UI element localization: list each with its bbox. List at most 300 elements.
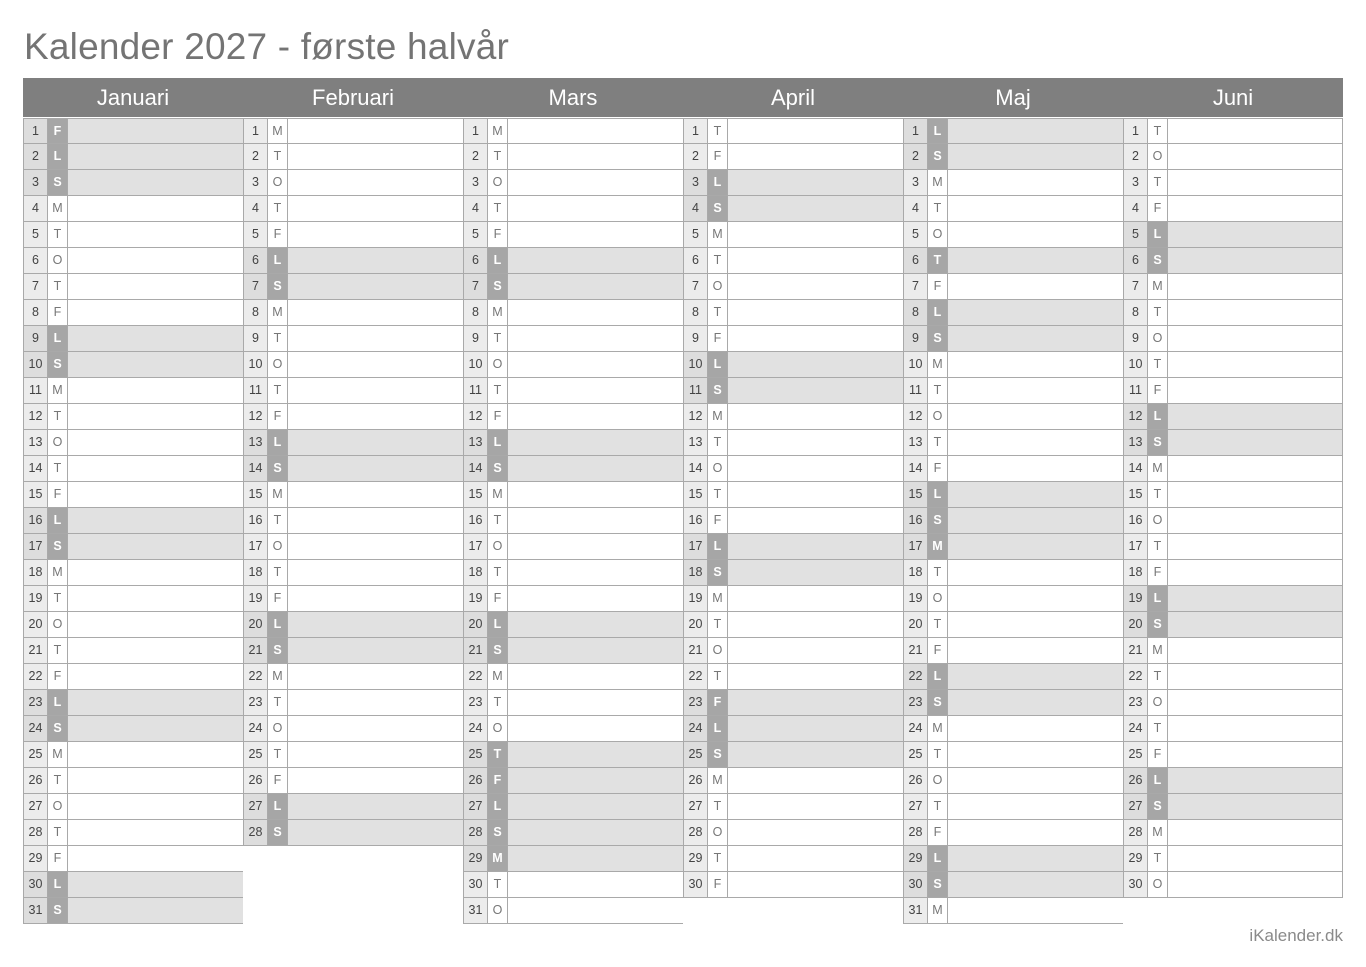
day-row[interactable]: [463, 690, 683, 716]
day-row[interactable]: [23, 482, 243, 508]
note-cell[interactable]: [288, 742, 463, 767]
note-cell[interactable]: [948, 898, 1123, 923]
note-cell[interactable]: [948, 196, 1123, 221]
day-row[interactable]: [683, 352, 903, 378]
note-cell[interactable]: [288, 222, 463, 247]
day-row[interactable]: [463, 820, 683, 846]
note-cell[interactable]: [288, 690, 463, 715]
day-row[interactable]: [1123, 430, 1343, 456]
note-cell[interactable]: [68, 508, 243, 533]
note-cell[interactable]: [948, 846, 1123, 871]
day-row[interactable]: [23, 222, 243, 248]
note-cell[interactable]: [288, 638, 463, 663]
day-row[interactable]: [23, 248, 243, 274]
note-cell[interactable]: [1168, 664, 1342, 689]
note-cell[interactable]: [728, 586, 903, 611]
note-cell[interactable]: [508, 508, 683, 533]
day-row[interactable]: [23, 378, 243, 404]
note-cell[interactable]: [508, 456, 683, 481]
day-row[interactable]: [463, 664, 683, 690]
note-cell[interactable]: [948, 144, 1123, 169]
note-cell[interactable]: [288, 794, 463, 819]
note-cell[interactable]: [68, 404, 243, 429]
note-cell[interactable]: [508, 352, 683, 377]
day-row[interactable]: [903, 196, 1123, 222]
note-cell[interactable]: [728, 326, 903, 351]
day-row[interactable]: [23, 638, 243, 664]
note-cell[interactable]: [728, 664, 903, 689]
note-cell[interactable]: [948, 170, 1123, 195]
day-row[interactable]: [683, 404, 903, 430]
day-row[interactable]: [463, 300, 683, 326]
note-cell[interactable]: [288, 144, 463, 169]
note-cell[interactable]: [68, 716, 243, 741]
note-cell[interactable]: [728, 248, 903, 273]
note-cell[interactable]: [1168, 404, 1342, 429]
day-row[interactable]: [1123, 404, 1343, 430]
day-row[interactable]: [683, 846, 903, 872]
day-row[interactable]: [463, 404, 683, 430]
day-row[interactable]: [463, 222, 683, 248]
note-cell[interactable]: [68, 612, 243, 637]
note-cell[interactable]: [508, 196, 683, 221]
note-cell[interactable]: [728, 404, 903, 429]
day-row[interactable]: [903, 586, 1123, 612]
note-cell[interactable]: [1168, 638, 1342, 663]
day-row[interactable]: [23, 690, 243, 716]
day-row[interactable]: [243, 196, 463, 222]
note-cell[interactable]: [68, 638, 243, 663]
day-row[interactable]: [23, 768, 243, 794]
day-row[interactable]: [463, 326, 683, 352]
note-cell[interactable]: [728, 872, 903, 897]
day-row[interactable]: [903, 300, 1123, 326]
note-cell[interactable]: [728, 534, 903, 559]
note-cell[interactable]: [508, 274, 683, 299]
note-cell[interactable]: [948, 664, 1123, 689]
note-cell[interactable]: [1168, 716, 1342, 741]
day-row[interactable]: [903, 378, 1123, 404]
note-cell[interactable]: [68, 872, 243, 897]
day-row[interactable]: [23, 430, 243, 456]
note-cell[interactable]: [728, 794, 903, 819]
day-row[interactable]: [683, 170, 903, 196]
note-cell[interactable]: [1168, 612, 1342, 637]
note-cell[interactable]: [948, 352, 1123, 377]
note-cell[interactable]: [728, 378, 903, 403]
day-row[interactable]: [243, 820, 463, 846]
note-cell[interactable]: [1168, 352, 1342, 377]
day-row[interactable]: [23, 326, 243, 352]
day-row[interactable]: [243, 404, 463, 430]
day-row[interactable]: [243, 560, 463, 586]
note-cell[interactable]: [1168, 196, 1342, 221]
note-cell[interactable]: [948, 300, 1123, 325]
day-row[interactable]: [683, 872, 903, 898]
day-row[interactable]: [903, 872, 1123, 898]
day-row[interactable]: [463, 274, 683, 300]
day-row[interactable]: [1123, 378, 1343, 404]
note-cell[interactable]: [1168, 508, 1342, 533]
day-row[interactable]: [903, 690, 1123, 716]
day-row[interactable]: [23, 560, 243, 586]
note-cell[interactable]: [508, 820, 683, 845]
note-cell[interactable]: [728, 352, 903, 377]
day-row[interactable]: [1123, 872, 1343, 898]
note-cell[interactable]: [1168, 482, 1342, 507]
note-cell[interactable]: [1168, 820, 1342, 845]
note-cell[interactable]: [288, 586, 463, 611]
day-row[interactable]: [23, 664, 243, 690]
note-cell[interactable]: [508, 248, 683, 273]
day-row[interactable]: [903, 534, 1123, 560]
note-cell[interactable]: [1168, 326, 1342, 351]
day-row[interactable]: [463, 508, 683, 534]
note-cell[interactable]: [508, 430, 683, 455]
note-cell[interactable]: [728, 768, 903, 793]
day-row[interactable]: [23, 404, 243, 430]
day-row[interactable]: [683, 612, 903, 638]
note-cell[interactable]: [508, 716, 683, 741]
note-cell[interactable]: [728, 196, 903, 221]
note-cell[interactable]: [508, 690, 683, 715]
day-row[interactable]: [243, 716, 463, 742]
day-row[interactable]: [463, 846, 683, 872]
note-cell[interactable]: [68, 690, 243, 715]
day-row[interactable]: [1123, 508, 1343, 534]
day-row[interactable]: [683, 274, 903, 300]
note-cell[interactable]: [948, 560, 1123, 585]
note-cell[interactable]: [728, 144, 903, 169]
note-cell[interactable]: [508, 482, 683, 507]
day-row[interactable]: [1123, 794, 1343, 820]
note-cell[interactable]: [1168, 690, 1342, 715]
note-cell[interactable]: [508, 846, 683, 871]
note-cell[interactable]: [508, 742, 683, 767]
note-cell[interactable]: [508, 404, 683, 429]
day-row[interactable]: [463, 430, 683, 456]
day-row[interactable]: [903, 664, 1123, 690]
note-cell[interactable]: [508, 378, 683, 403]
note-cell[interactable]: [508, 794, 683, 819]
note-cell[interactable]: [68, 482, 243, 507]
note-cell[interactable]: [508, 222, 683, 247]
day-row[interactable]: [23, 456, 243, 482]
day-row[interactable]: [683, 534, 903, 560]
day-row[interactable]: [683, 118, 903, 144]
day-row[interactable]: [683, 586, 903, 612]
day-row[interactable]: [23, 820, 243, 846]
note-cell[interactable]: [1168, 300, 1342, 325]
note-cell[interactable]: [1168, 456, 1342, 481]
note-cell[interactable]: [508, 144, 683, 169]
note-cell[interactable]: [948, 612, 1123, 637]
day-row[interactable]: [23, 716, 243, 742]
note-cell[interactable]: [728, 456, 903, 481]
note-cell[interactable]: [68, 586, 243, 611]
note-cell[interactable]: [508, 534, 683, 559]
day-row[interactable]: [903, 144, 1123, 170]
day-row[interactable]: [23, 586, 243, 612]
day-row[interactable]: [23, 274, 243, 300]
day-row[interactable]: [463, 638, 683, 664]
day-row[interactable]: [1123, 846, 1343, 872]
note-cell[interactable]: [948, 586, 1123, 611]
note-cell[interactable]: [288, 534, 463, 559]
note-cell[interactable]: [1168, 274, 1342, 299]
day-row[interactable]: [463, 768, 683, 794]
day-row[interactable]: [903, 612, 1123, 638]
day-row[interactable]: [243, 664, 463, 690]
note-cell[interactable]: [68, 248, 243, 273]
day-row[interactable]: [903, 248, 1123, 274]
note-cell[interactable]: [68, 196, 243, 221]
day-row[interactable]: [683, 222, 903, 248]
day-row[interactable]: [683, 742, 903, 768]
note-cell[interactable]: [948, 768, 1123, 793]
day-row[interactable]: [1123, 196, 1343, 222]
day-row[interactable]: [683, 326, 903, 352]
day-row[interactable]: [463, 248, 683, 274]
day-row[interactable]: [463, 118, 683, 144]
note-cell[interactable]: [68, 170, 243, 195]
day-row[interactable]: [903, 820, 1123, 846]
note-cell[interactable]: [948, 378, 1123, 403]
note-cell[interactable]: [68, 300, 243, 325]
day-row[interactable]: [683, 820, 903, 846]
note-cell[interactable]: [948, 430, 1123, 455]
note-cell[interactable]: [68, 326, 243, 351]
note-cell[interactable]: [288, 456, 463, 481]
note-cell[interactable]: [288, 170, 463, 195]
day-row[interactable]: [243, 170, 463, 196]
day-row[interactable]: [23, 872, 243, 898]
note-cell[interactable]: [728, 222, 903, 247]
day-row[interactable]: [903, 508, 1123, 534]
note-cell[interactable]: [288, 820, 463, 845]
note-cell[interactable]: [68, 742, 243, 767]
day-row[interactable]: [1123, 326, 1343, 352]
note-cell[interactable]: [948, 742, 1123, 767]
day-row[interactable]: [463, 482, 683, 508]
note-cell[interactable]: [288, 430, 463, 455]
note-cell[interactable]: [948, 274, 1123, 299]
note-cell[interactable]: [728, 119, 903, 143]
day-row[interactable]: [683, 768, 903, 794]
note-cell[interactable]: [728, 638, 903, 663]
day-row[interactable]: [23, 144, 243, 170]
note-cell[interactable]: [508, 638, 683, 663]
day-row[interactable]: [683, 482, 903, 508]
day-row[interactable]: [463, 560, 683, 586]
note-cell[interactable]: [508, 119, 683, 143]
day-row[interactable]: [23, 794, 243, 820]
day-row[interactable]: [683, 716, 903, 742]
note-cell[interactable]: [508, 560, 683, 585]
note-cell[interactable]: [288, 664, 463, 689]
day-row[interactable]: [1123, 144, 1343, 170]
day-row[interactable]: [243, 274, 463, 300]
note-cell[interactable]: [728, 846, 903, 871]
day-row[interactable]: [463, 534, 683, 560]
note-cell[interactable]: [728, 820, 903, 845]
note-cell[interactable]: [948, 248, 1123, 273]
day-row[interactable]: [243, 586, 463, 612]
day-row[interactable]: [23, 118, 243, 144]
note-cell[interactable]: [288, 300, 463, 325]
note-cell[interactable]: [288, 248, 463, 273]
day-row[interactable]: [683, 508, 903, 534]
note-cell[interactable]: [508, 326, 683, 351]
day-row[interactable]: [683, 560, 903, 586]
note-cell[interactable]: [1168, 430, 1342, 455]
note-cell[interactable]: [1168, 586, 1342, 611]
day-row[interactable]: [463, 716, 683, 742]
note-cell[interactable]: [728, 560, 903, 585]
note-cell[interactable]: [728, 690, 903, 715]
note-cell[interactable]: [288, 196, 463, 221]
day-row[interactable]: [1123, 612, 1343, 638]
day-row[interactable]: [463, 456, 683, 482]
day-row[interactable]: [243, 690, 463, 716]
note-cell[interactable]: [948, 820, 1123, 845]
day-row[interactable]: [463, 144, 683, 170]
day-row[interactable]: [1123, 274, 1343, 300]
day-row[interactable]: [1123, 690, 1343, 716]
day-row[interactable]: [903, 560, 1123, 586]
note-cell[interactable]: [948, 404, 1123, 429]
note-cell[interactable]: [508, 612, 683, 637]
day-row[interactable]: [903, 404, 1123, 430]
note-cell[interactable]: [508, 170, 683, 195]
day-row[interactable]: [23, 742, 243, 768]
note-cell[interactable]: [68, 898, 243, 923]
day-row[interactable]: [1123, 300, 1343, 326]
note-cell[interactable]: [68, 846, 243, 871]
day-row[interactable]: [1123, 586, 1343, 612]
note-cell[interactable]: [948, 638, 1123, 663]
day-row[interactable]: [903, 118, 1123, 144]
note-cell[interactable]: [948, 456, 1123, 481]
note-cell[interactable]: [1168, 768, 1342, 793]
note-cell[interactable]: [1168, 742, 1342, 767]
note-cell[interactable]: [68, 664, 243, 689]
note-cell[interactable]: [68, 222, 243, 247]
day-row[interactable]: [23, 508, 243, 534]
day-row[interactable]: [463, 898, 683, 924]
note-cell[interactable]: [1168, 170, 1342, 195]
day-row[interactable]: [903, 352, 1123, 378]
note-cell[interactable]: [68, 274, 243, 299]
note-cell[interactable]: [508, 872, 683, 897]
note-cell[interactable]: [948, 690, 1123, 715]
day-row[interactable]: [683, 794, 903, 820]
day-row[interactable]: [1123, 170, 1343, 196]
note-cell[interactable]: [508, 586, 683, 611]
note-cell[interactable]: [948, 508, 1123, 533]
day-row[interactable]: [243, 222, 463, 248]
note-cell[interactable]: [948, 534, 1123, 559]
day-row[interactable]: [243, 742, 463, 768]
day-row[interactable]: [1123, 248, 1343, 274]
note-cell[interactable]: [68, 378, 243, 403]
day-row[interactable]: [23, 612, 243, 638]
note-cell[interactable]: [728, 300, 903, 325]
day-row[interactable]: [1123, 768, 1343, 794]
day-row[interactable]: [243, 794, 463, 820]
note-cell[interactable]: [728, 274, 903, 299]
note-cell[interactable]: [728, 508, 903, 533]
day-row[interactable]: [23, 352, 243, 378]
day-row[interactable]: [903, 456, 1123, 482]
note-cell[interactable]: [948, 222, 1123, 247]
day-row[interactable]: [683, 638, 903, 664]
day-row[interactable]: [903, 898, 1123, 924]
day-row[interactable]: [243, 482, 463, 508]
day-row[interactable]: [1123, 118, 1343, 144]
note-cell[interactable]: [1168, 534, 1342, 559]
note-cell[interactable]: [68, 768, 243, 793]
day-row[interactable]: [683, 690, 903, 716]
note-cell[interactable]: [728, 170, 903, 195]
day-row[interactable]: [683, 456, 903, 482]
day-row[interactable]: [903, 222, 1123, 248]
note-cell[interactable]: [948, 794, 1123, 819]
note-cell[interactable]: [728, 430, 903, 455]
note-cell[interactable]: [68, 119, 243, 143]
note-cell[interactable]: [948, 326, 1123, 351]
day-row[interactable]: [243, 326, 463, 352]
day-row[interactable]: [683, 430, 903, 456]
day-row[interactable]: [23, 300, 243, 326]
day-row[interactable]: [903, 768, 1123, 794]
day-row[interactable]: [23, 534, 243, 560]
day-row[interactable]: [243, 430, 463, 456]
note-cell[interactable]: [1168, 560, 1342, 585]
day-row[interactable]: [903, 482, 1123, 508]
day-row[interactable]: [1123, 638, 1343, 664]
note-cell[interactable]: [288, 274, 463, 299]
note-cell[interactable]: [68, 820, 243, 845]
day-row[interactable]: [463, 170, 683, 196]
day-row[interactable]: [1123, 456, 1343, 482]
day-row[interactable]: [683, 248, 903, 274]
day-row[interactable]: [243, 352, 463, 378]
day-row[interactable]: [683, 196, 903, 222]
day-row[interactable]: [243, 456, 463, 482]
day-row[interactable]: [683, 664, 903, 690]
note-cell[interactable]: [68, 794, 243, 819]
note-cell[interactable]: [288, 326, 463, 351]
day-row[interactable]: [463, 794, 683, 820]
day-row[interactable]: [1123, 222, 1343, 248]
day-row[interactable]: [1123, 560, 1343, 586]
day-row[interactable]: [463, 586, 683, 612]
day-row[interactable]: [903, 170, 1123, 196]
day-row[interactable]: [1123, 352, 1343, 378]
day-row[interactable]: [903, 430, 1123, 456]
day-row[interactable]: [1123, 482, 1343, 508]
note-cell[interactable]: [728, 482, 903, 507]
note-cell[interactable]: [1168, 846, 1342, 871]
note-cell[interactable]: [508, 768, 683, 793]
note-cell[interactable]: [508, 300, 683, 325]
note-cell[interactable]: [68, 430, 243, 455]
day-row[interactable]: [243, 300, 463, 326]
note-cell[interactable]: [288, 482, 463, 507]
note-cell[interactable]: [728, 716, 903, 741]
day-row[interactable]: [243, 144, 463, 170]
